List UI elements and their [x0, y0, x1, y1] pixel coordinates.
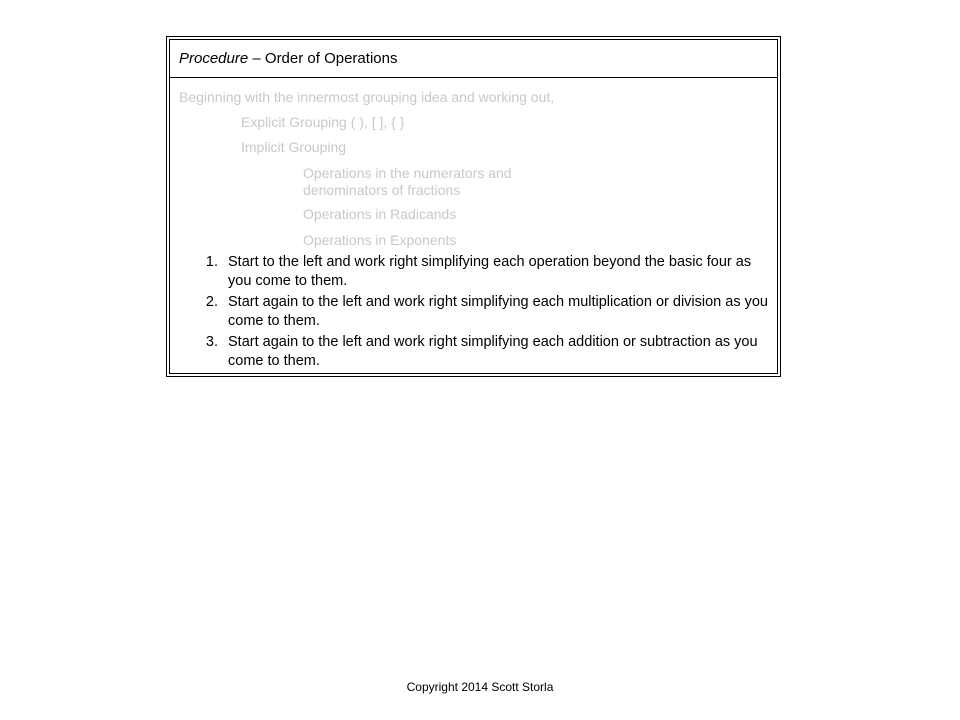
step-text: Start again to the left and work right simplifying each multiplication or division as you come to them.	[228, 294, 768, 329]
step-number: 3.	[205, 334, 218, 350]
intro-text: Beginning with the innermost grouping idea and working out,	[179, 89, 555, 105]
implicit-item-radicands: Operations in Radicands	[303, 206, 457, 222]
explicit-grouping: Explicit Grouping ( ), [ ], { }	[241, 114, 405, 130]
procedure-header	[170, 40, 777, 78]
step-text: Start again to the left and work right simplifying each addition or subtraction as you come to them.	[228, 334, 758, 369]
step-number: 2.	[205, 294, 218, 310]
implicit-item-numerators: Operations in the numerators and	[303, 165, 512, 181]
step-text: Start to the left and work right simplifying each operation beyond the basic four as you come to them.	[228, 254, 752, 289]
steps-list	[188, 253, 768, 373]
implicit-grouping: Implicit Grouping	[241, 139, 347, 155]
procedure-inner	[169, 39, 778, 374]
step-item	[188, 253, 768, 291]
copyright-footer: Copyright 2014 Scott Storla	[406, 680, 554, 694]
implicit-item-exponents: Operations in Exponents	[303, 232, 457, 248]
step-item	[188, 293, 768, 331]
implicit-item-denominators: denominators of fractions	[303, 182, 461, 198]
title-italic: Procedure	[179, 50, 249, 67]
title-rest: – Order of Operations	[248, 50, 398, 67]
step-number: 1.	[205, 254, 218, 270]
procedure-box	[166, 36, 781, 377]
step-item	[188, 333, 768, 371]
procedure-title	[179, 50, 397, 67]
